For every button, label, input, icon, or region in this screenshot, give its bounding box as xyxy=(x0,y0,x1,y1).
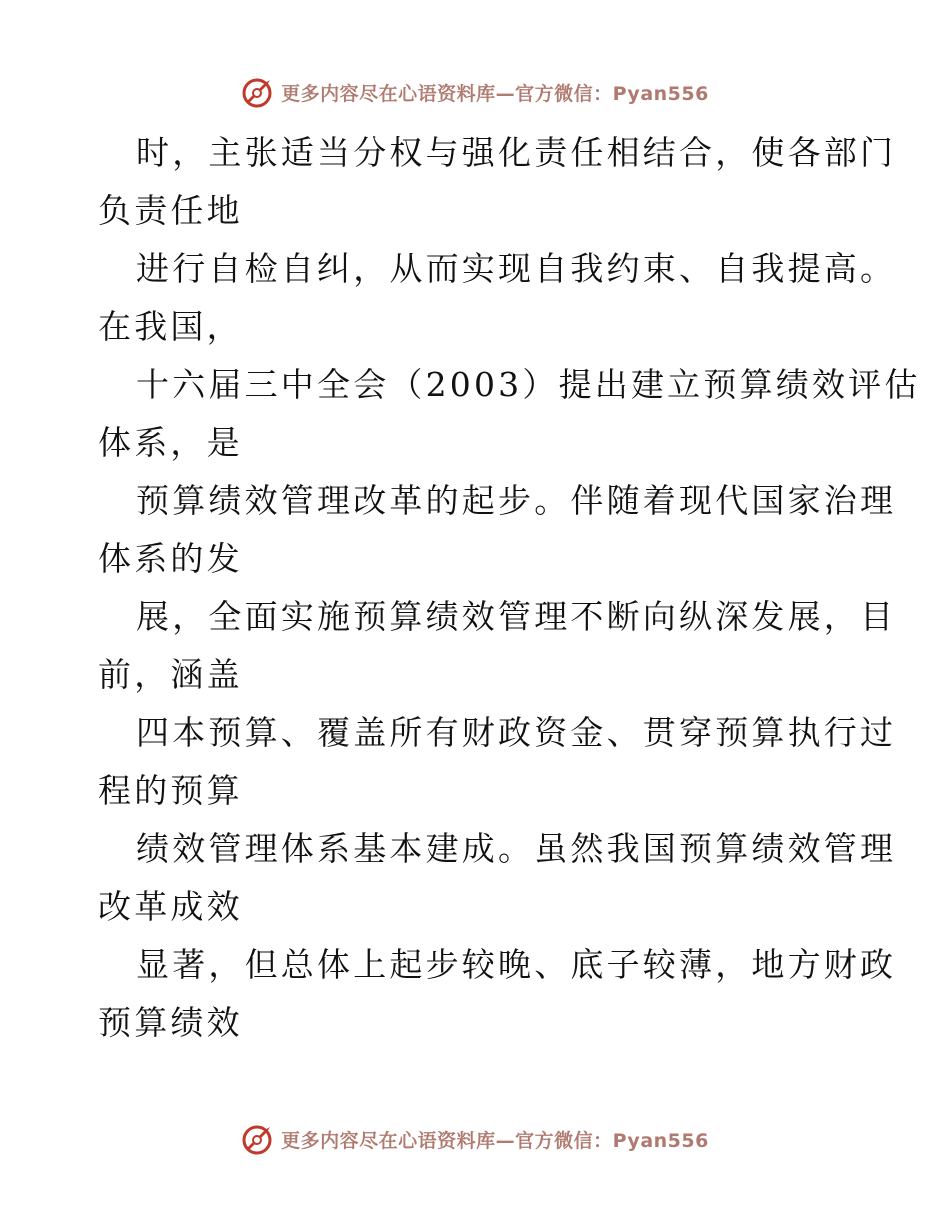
paragraph-7 xyxy=(98,820,897,936)
paragraph-2 xyxy=(98,240,897,356)
paragraph-3 xyxy=(98,356,921,472)
paragraph-line: 时，主张适当分权与强化责任相结合，使各部门 xyxy=(136,133,897,172)
paragraph-line: 进行自检自纠，从而实现自我约束、自我提高。 xyxy=(136,249,897,288)
paragraph-line: 在我国， xyxy=(98,307,243,346)
paragraph-line: 绩效管理体系基本建成。虽然我国预算绩效管理 xyxy=(136,829,897,868)
paragraph-8 xyxy=(98,936,897,1052)
paragraph-line: 改革成效 xyxy=(98,887,243,926)
paragraph-6 xyxy=(98,704,897,820)
document-body xyxy=(98,124,921,1052)
pen-logo-icon xyxy=(241,75,275,109)
pen-logo-icon xyxy=(241,1122,275,1156)
paragraph-line: 体系，是 xyxy=(98,423,243,462)
paragraph-line: 前，涵盖 xyxy=(98,655,243,694)
paragraph-line: 展，全面实施预算绩效管理不断向纵深发展，目 xyxy=(136,597,897,636)
paragraph-line: 预算绩效管理改革的起步。伴随着现代国家治理 xyxy=(136,481,897,520)
paragraph-5 xyxy=(98,588,897,704)
paragraph-line: 预算绩效 xyxy=(98,1003,243,1042)
paragraph-line: 显著，但总体上起步较晚、底子较薄，地方财政 xyxy=(136,945,897,984)
header-banner-text: 更多内容尽在心语资料库—官方微信：Pyan556 xyxy=(281,82,709,105)
paragraph-line: 负责任地 xyxy=(98,191,243,230)
header-banner xyxy=(0,72,950,112)
paragraph-line: 十六届三中全会（2003）提出建立预算绩效评估 xyxy=(136,365,921,404)
footer-banner xyxy=(0,1119,950,1159)
paragraph-line: 四本预算、覆盖所有财政资金、贯穿预算执行过 xyxy=(136,713,897,752)
footer-banner-text: 更多内容尽在心语资料库—官方微信：Pyan556 xyxy=(281,1129,709,1152)
paragraph-line: 体系的发 xyxy=(98,539,243,578)
paragraph-line: 程的预算 xyxy=(98,771,243,810)
paragraph-4 xyxy=(98,472,897,588)
paragraph-1 xyxy=(98,124,897,240)
